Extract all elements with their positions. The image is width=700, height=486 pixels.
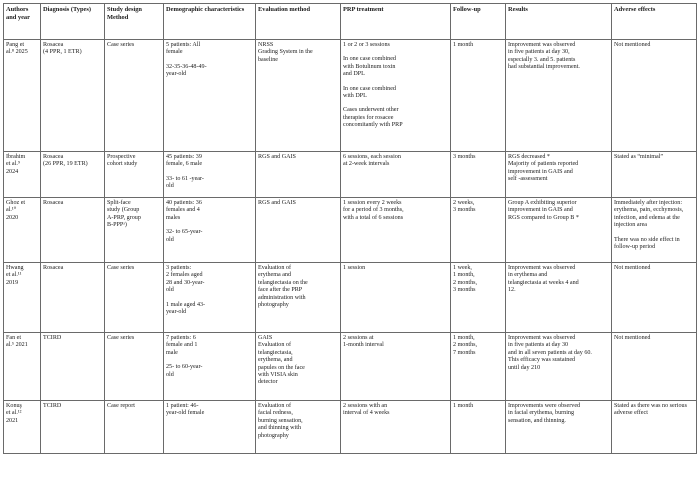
cell-gap [166, 57, 253, 64]
cell-line: year-old [166, 309, 187, 316]
cell-line: especially 3. and 5. patients [508, 56, 576, 63]
header-follow-up: Follow-up [451, 4, 506, 40]
cell-gap [343, 100, 448, 107]
cell-line: female [166, 49, 183, 56]
cell-line: Rosacea [43, 265, 64, 271]
cell-line: There was no side effect in [614, 236, 680, 243]
cell-line: al.⁵ 2021 [6, 342, 28, 349]
cell-results [506, 198, 612, 263]
cell-line: Rosacea [43, 42, 64, 48]
cell-line: in five patients at day 30, [508, 49, 570, 56]
cell-line: infection, and edema at the [614, 214, 680, 221]
cell-line: 32- to 65-year- [166, 229, 203, 236]
cell-evaluation [256, 152, 341, 198]
cell-line: Improvement was observed [508, 335, 576, 341]
cell-line: at 2-week intervals [343, 161, 390, 168]
cell-line: follow-up period [614, 244, 656, 251]
cell-line: Split-face [107, 200, 131, 206]
cell-demographic [164, 263, 256, 333]
cell-line: Fan et [6, 335, 22, 341]
cell-line: (26 PPR, 19 ETR) [43, 161, 88, 168]
cell-line: old [166, 236, 174, 243]
prp-studies-table [3, 3, 697, 454]
cell-line: with Botulinum toxin [343, 63, 396, 70]
cell-line: Rosacea [43, 154, 64, 160]
cell-line: 1 week, [453, 265, 472, 271]
cell-demographic [164, 198, 256, 263]
cell-line: burning sensation, [258, 417, 303, 424]
table-row [4, 198, 697, 263]
cell-line: facial redness, [258, 410, 293, 417]
cell-line: Hwang [6, 265, 24, 271]
cell-adverse [612, 401, 697, 454]
cell-evaluation [256, 401, 341, 454]
cell-line: had substantial improvement. [508, 64, 580, 71]
cell-line: 2019 [6, 279, 19, 286]
cell-line: and DPL [343, 71, 365, 78]
cell-line: 5 patients: All [166, 42, 201, 48]
cell-line: Case report [107, 403, 135, 409]
cell-line: year-old female [166, 410, 205, 417]
cell-line: 1 month, [453, 272, 475, 279]
table-container [3, 3, 697, 454]
cell-line: This efficacy was sustained [508, 357, 576, 364]
cell-line: Improvement was observed [508, 42, 576, 48]
cell-line: erythema, pain, ecchymosis, [614, 207, 684, 214]
cell-results [506, 401, 612, 454]
header-adverse-effects: Adverse effects [612, 4, 697, 40]
cell-line: 1 month, [453, 335, 475, 341]
cell-treatment [341, 263, 451, 333]
cell-line: Not mentioned [614, 265, 651, 271]
cell-line: 3 months [453, 154, 476, 160]
cell-line: administration with [258, 294, 306, 301]
cell-line: baseline [258, 56, 278, 63]
cell-line: RGS and GAIS [258, 154, 296, 160]
cell-gap [166, 357, 253, 364]
cell-gap [166, 169, 253, 176]
cell-line: 7 patients: 6 [166, 335, 196, 341]
cell-treatment [341, 198, 451, 263]
cell-gap [343, 79, 448, 86]
cell-line: 1 male aged 43- [166, 301, 206, 308]
header-demographic: Demographic characteristics [164, 4, 256, 40]
table-row [4, 152, 697, 198]
cell-design [105, 40, 164, 152]
cell-line: Improvements were observed [508, 403, 581, 409]
cell-line: 33- to 61 -year- [166, 175, 204, 182]
cell-line: 12. [508, 287, 516, 294]
cell-line: Improvement was observed [508, 265, 576, 271]
cell-line: 3 patients: [166, 265, 192, 271]
cell-adverse [612, 152, 697, 198]
header-evaluation: Evaluation method [256, 4, 341, 40]
cell-line: 3 months [453, 287, 476, 294]
cell-line: et al.¹² [6, 410, 22, 417]
cell-line: Majority of patients reported [508, 161, 579, 168]
cell-line: 25- to 60-year- [166, 364, 203, 371]
cell-line: Ghoz et [6, 200, 26, 206]
cell-line: Case series [107, 335, 135, 341]
cell-author [4, 263, 41, 333]
cell-line: 1 session [343, 265, 366, 271]
cell-diagnosis [41, 401, 105, 454]
cell-line: 6 sessions, each session [343, 154, 401, 160]
cell-line: 3 months [453, 207, 476, 214]
cell-line: Evaluation of [258, 342, 291, 349]
cell-treatment [341, 152, 451, 198]
cell-line: 45 patients: 39 [166, 154, 202, 160]
cell-line: RGS and GAIS [258, 200, 296, 206]
cell-diagnosis [41, 333, 105, 401]
cell-line: Case series [107, 42, 135, 48]
cell-results [506, 263, 612, 333]
cell-line: B-PPPᵃ) [107, 222, 127, 229]
cell-line: photography [258, 432, 289, 439]
cell-line: Prospective [107, 154, 136, 160]
cell-demographic [164, 40, 256, 152]
cell-line: Case series [107, 265, 135, 271]
header-diagnosis: Diagnosis (Types) [41, 4, 105, 40]
cell-line: cohort study [107, 161, 138, 168]
cell-line: in erythema and [508, 272, 548, 279]
cell-design [105, 263, 164, 333]
cell-line: 2 sessions with an [343, 403, 388, 409]
cell-line: GAIS [258, 335, 273, 341]
cell-followup [451, 152, 506, 198]
cell-line: improvement in GAIS and [508, 168, 573, 175]
cell-line: papules on the face [258, 364, 305, 371]
cell-demographic [164, 333, 256, 401]
cell-treatment [341, 333, 451, 401]
cell-line: 2 months, [453, 342, 478, 349]
cell-line: TCIRD [43, 403, 62, 409]
cell-adverse [612, 198, 697, 263]
cell-followup [451, 198, 506, 263]
cell-followup [451, 401, 506, 454]
cell-line: Pang et [6, 42, 25, 48]
cell-line: In one case combined [343, 85, 396, 92]
cell-gap [343, 49, 448, 56]
cell-author [4, 40, 41, 152]
cell-line: 32-35-36-48-49- [166, 63, 207, 70]
cell-diagnosis [41, 198, 105, 263]
cell-line: telangiectasia on the [258, 279, 308, 286]
cell-line: old [166, 371, 174, 378]
cell-line: erythema, and [258, 357, 293, 364]
cell-line: Stated as there was no serious [614, 403, 687, 409]
cell-line: Rosacea [43, 200, 64, 206]
cell-author [4, 198, 41, 263]
cell-line: therapies for rosacee [343, 114, 394, 121]
cell-line: 2 sessions at [343, 335, 374, 341]
header-authors: Authors and year [4, 4, 41, 40]
cell-diagnosis [41, 263, 105, 333]
cell-line: 1 session every 2 weeks [343, 200, 402, 206]
cell-line: Grading System in the [258, 49, 313, 56]
cell-demographic [164, 401, 256, 454]
cell-line: and thinning with [258, 425, 301, 432]
cell-demographic [164, 152, 256, 198]
cell-line: In one case combined [343, 56, 396, 63]
cell-line: improvement in GAIS and [508, 207, 573, 214]
cell-line: 40 patients: 36 [166, 200, 202, 206]
cell-adverse [612, 40, 697, 152]
cell-followup [451, 333, 506, 401]
cell-line: Not mentioned [614, 335, 651, 341]
cell-line: erythema and [258, 272, 291, 279]
cell-line: interval of 4 weeks [343, 410, 390, 417]
cell-line: in five patients at day 30 [508, 342, 569, 349]
cell-line: Not mentioned [614, 42, 651, 48]
cell-line: for a period of 3 months, [343, 207, 404, 214]
table-row [4, 40, 697, 152]
cell-adverse [612, 263, 697, 333]
cell-line: NRSS [258, 42, 274, 48]
cell-line: 1 patient: 46- [166, 403, 199, 409]
cell-line: 1-month interval [343, 342, 384, 349]
header-results: Results [506, 4, 612, 40]
cell-line: 2 females aged [166, 272, 203, 279]
cell-line: with DPL [343, 93, 367, 100]
cell-line: (4 PPR, 1 ETR) [43, 49, 82, 56]
table-row [4, 263, 697, 333]
cell-line: study (Group [107, 207, 140, 214]
cell-line: photography [258, 302, 289, 309]
cell-line: A-PRP, group [107, 214, 141, 221]
cell-treatment [341, 40, 451, 152]
cell-adverse [612, 333, 697, 401]
cell-followup [451, 263, 506, 333]
cell-line: Konuş [6, 403, 22, 409]
cell-design [105, 401, 164, 454]
cell-line: 1 or 2 or 3 sessions [343, 42, 390, 48]
cell-line: RGS compared to Group B * [508, 214, 579, 221]
header-prp-treatment: PRP treatment [341, 4, 451, 40]
cell-gap [166, 222, 253, 229]
cell-line: telangiectasia at weeks 4 and [508, 279, 579, 286]
cell-line: 2 weeks, [453, 200, 475, 206]
cell-design [105, 198, 164, 263]
cell-line: with a total of 6 sessions [343, 214, 404, 221]
cell-author [4, 333, 41, 401]
cell-line: 1 month [453, 403, 474, 409]
header-study-design: Study design Method [105, 4, 164, 40]
cell-treatment [341, 401, 451, 454]
cell-line: self -assessment [508, 176, 548, 183]
cell-line: male [166, 349, 178, 356]
cell-results [506, 333, 612, 401]
header-row [4, 4, 697, 40]
cell-diagnosis [41, 40, 105, 152]
cell-line: males [166, 214, 181, 221]
cell-line: 2020 [6, 214, 19, 221]
cell-line: old [166, 287, 174, 294]
cell-author [4, 401, 41, 454]
cell-line: et al.¹¹ [6, 272, 22, 279]
cell-gap [614, 230, 694, 237]
cell-evaluation [256, 40, 341, 152]
cell-line: detector [258, 379, 278, 386]
cell-line: adverse effect [614, 410, 648, 417]
cell-line: 2021 [6, 417, 19, 424]
cell-line: Stated as “minimal” [614, 154, 664, 160]
cell-line: with VISIA skin [258, 372, 298, 379]
cell-line: until day 210 [508, 364, 541, 371]
cell-line: concomitantly with PRP [343, 122, 403, 129]
cell-line: Immediately after injection: [614, 200, 683, 206]
cell-evaluation [256, 333, 341, 401]
table-row [4, 401, 697, 454]
cell-results [506, 152, 612, 198]
cell-diagnosis [41, 152, 105, 198]
cell-line: females and 4 [166, 207, 200, 214]
cell-line: telangiectasia, [258, 349, 293, 356]
cell-line: face after the PRP [258, 287, 303, 294]
cell-line: 2024 [6, 168, 19, 175]
cell-line: in facial erythema, burning [508, 410, 574, 417]
cell-author [4, 152, 41, 198]
cell-line: Evaluation of [258, 403, 291, 409]
cell-line: year-old [166, 71, 187, 78]
cell-line: sensation, and thinning. [508, 417, 566, 424]
cell-design [105, 333, 164, 401]
cell-evaluation [256, 263, 341, 333]
cell-line: female and 1 [166, 342, 198, 349]
cell-line: Ibrahim [6, 154, 26, 160]
cell-line: injection area [614, 222, 647, 229]
cell-line: female, 6 male [166, 161, 203, 168]
cell-line: al.¹⁰ [6, 207, 17, 214]
cell-line: Evaluation of [258, 265, 291, 271]
cell-line: TCIRD [43, 335, 62, 341]
cell-line: 28 and 30-year- [166, 279, 205, 286]
cell-line: RGS decreased * [508, 154, 550, 160]
cell-line: and in all seven patients at day 60. [508, 349, 592, 356]
cell-line: 1 month [453, 42, 474, 48]
cell-line: et al.⁹ [6, 161, 20, 168]
cell-line: old [166, 183, 174, 190]
cell-results [506, 40, 612, 152]
cell-line: al.⁸ 2025 [6, 49, 28, 56]
cell-line: 2 months, [453, 279, 478, 286]
table-row [4, 333, 697, 401]
cell-line: Group A exhibiting superior [508, 200, 577, 206]
cell-design [105, 152, 164, 198]
cell-followup [451, 40, 506, 152]
cell-line: Cases underwent other [343, 107, 399, 114]
cell-gap [166, 295, 253, 302]
cell-line: 7 months [453, 349, 476, 356]
cell-evaluation [256, 198, 341, 263]
